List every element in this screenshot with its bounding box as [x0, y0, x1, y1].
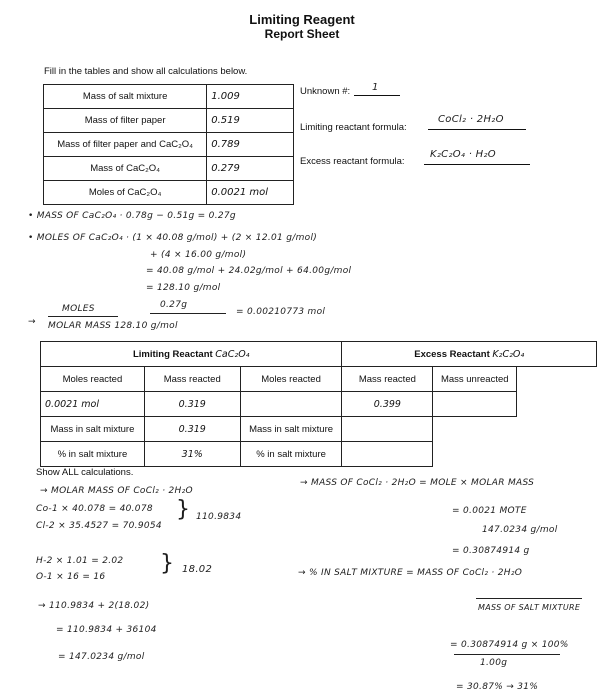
unknown-label: Unknown #: [300, 86, 351, 97]
calc-percent-denominator: MASS OF SALT MIXTURE [478, 603, 581, 612]
molar-mass-line: MOLAR MASS 128.10 g/mol [48, 321, 178, 331]
show-calculations-label: Show ALL calculations. [36, 467, 134, 478]
fraction-bar [150, 313, 226, 314]
col-moles-reacted-excess: Moles reacted [240, 367, 342, 392]
row-value: 0.519 [207, 109, 294, 133]
moles-result: = 0.00210773 mol [236, 307, 326, 317]
exc-percent-label: % in salt mixture [240, 442, 342, 467]
lim-moles-value: 0.0021 mol [41, 392, 145, 417]
calc-moles-line-2: + (4 × 16.00 g/mol) [150, 250, 247, 260]
limiting-label: Limiting reactant formula: [300, 122, 407, 133]
calc-cl-line: Cl-2 × 35.4527 = 70.9054 [36, 521, 162, 531]
table-row [44, 85, 294, 109]
row-value: 1.009 [207, 85, 294, 109]
calc-mass-result: = 0.30874914 g [452, 546, 530, 556]
lim-mass-in-mixture: 0.319 [144, 417, 240, 442]
excess-formula: K₂C₂O₄ [492, 348, 525, 360]
limiting-header: Limiting Reactant CaC₂O₄ [41, 342, 342, 367]
calc-co-line: Co-1 × 40.078 = 40.078 [36, 504, 153, 514]
lim-mass-value: 0.319 [144, 392, 240, 417]
table-row [44, 133, 294, 157]
reactants-table [40, 341, 597, 467]
calc-mass-formula: → MASS OF CoCl₂ · 2H₂O = MOLE × MOLAR MASS [300, 478, 535, 488]
unknown-field: 1 [354, 84, 400, 96]
col-mass-reacted-excess: Mass reacted [342, 367, 433, 392]
exc-mass-in-mixture-label: Mass in salt mixture [240, 417, 342, 442]
page-title: Limiting Reagent [249, 12, 355, 27]
calc-moles-line-3: = 40.08 g/mol + 24.02g/mol + 64.00g/mol [146, 266, 352, 276]
fraction-bar [476, 598, 582, 599]
calc-percent-numerator: = 0.30874914 g × 100% [450, 640, 569, 650]
instructions: Fill in the tables and show all calculations below. [44, 66, 248, 77]
excess-formula-field: K₂C₂O₄ · H₂O [424, 149, 530, 165]
moles-label: MOLES [62, 304, 95, 314]
row-value: 0.279 [207, 157, 294, 181]
calc-total-result: = 147.0234 g/mol [58, 652, 145, 662]
col-mass-reacted: Mass reacted [144, 367, 240, 392]
calc-percent-result: = 30.87% → 31% [456, 682, 539, 692]
col-mass-unreacted: Mass unreacted [433, 367, 517, 392]
calc-molar-mass-title: → MOLAR MASS OF CoCl₂ · 2H₂O [40, 486, 193, 496]
calc-total-line: → 110.9834 + 2(18.02) [38, 601, 150, 611]
row-label: Mass of filter paper and CaC₂O₄ [44, 133, 207, 157]
lim-percent: 31% [144, 442, 240, 467]
calc-moles-line: • MOLES OF CaC₂O₄ · (1 × 40.08 g/mol) + (2 × 12.01 g/mol) [28, 233, 318, 243]
table-row [44, 109, 294, 133]
calc-moles-line-4: = 128.10 g/mol [146, 283, 221, 293]
moles-numerator: 0.27g [160, 300, 188, 310]
limiting-formula: CaC₂O₄ [215, 348, 250, 360]
row-label: Mass of salt mixture [44, 85, 207, 109]
calc-percent-denom-value: 1.00g [480, 658, 508, 668]
table-row [44, 181, 294, 205]
arrow-icon: → [28, 317, 36, 327]
calc-percent-formula: → % IN SALT MIXTURE = MASS OF CoCl₂ · 2H₂O [298, 568, 523, 578]
excess-label: Excess reactant formula: [300, 156, 405, 167]
row-label: Moles of CaC₂O₄ [44, 181, 207, 205]
measurements-table [43, 84, 294, 205]
calc-cocl2-sum: 110.9834 [196, 512, 242, 522]
exc-mass-value: 0.399 [342, 392, 433, 417]
col-moles-reacted: Moles reacted [41, 367, 145, 392]
excess-header: Excess Reactant K₂C₂O₄ [342, 342, 597, 367]
percent-label: % in salt mixture [41, 442, 145, 467]
calc-mass-line: • MASS OF CaC₂O₄ · 0.78g − 0.51g = 0.27g [28, 211, 236, 221]
calc-total-line-2: = 110.9834 + 36104 [56, 625, 157, 635]
calc-moles-value: = 0.0021 MOTE [452, 506, 527, 516]
limiting-formula-field: CoCl₂ · 2H₂O [428, 114, 526, 130]
row-value: 0.0021 mol [207, 181, 294, 205]
table-row [44, 157, 294, 181]
calc-water-sum: 18.02 [182, 564, 213, 575]
row-value: 0.789 [207, 133, 294, 157]
page-subtitle: Report Sheet [264, 27, 340, 41]
calc-o-line: O-1 × 16 = 16 [36, 572, 106, 582]
brace-icon: } [160, 551, 175, 576]
row-label: Mass of CaC₂O₄ [44, 157, 207, 181]
calc-h-line: H-2 × 1.01 = 2.02 [36, 556, 124, 566]
mass-in-mixture-label: Mass in salt mixture [41, 417, 145, 442]
calc-molar-mass-value: 147.0234 g/mol [482, 525, 558, 535]
row-label: Mass of filter paper [44, 109, 207, 133]
brace-icon: } [176, 497, 191, 522]
fraction-bar [48, 316, 118, 317]
fraction-bar [454, 654, 560, 655]
